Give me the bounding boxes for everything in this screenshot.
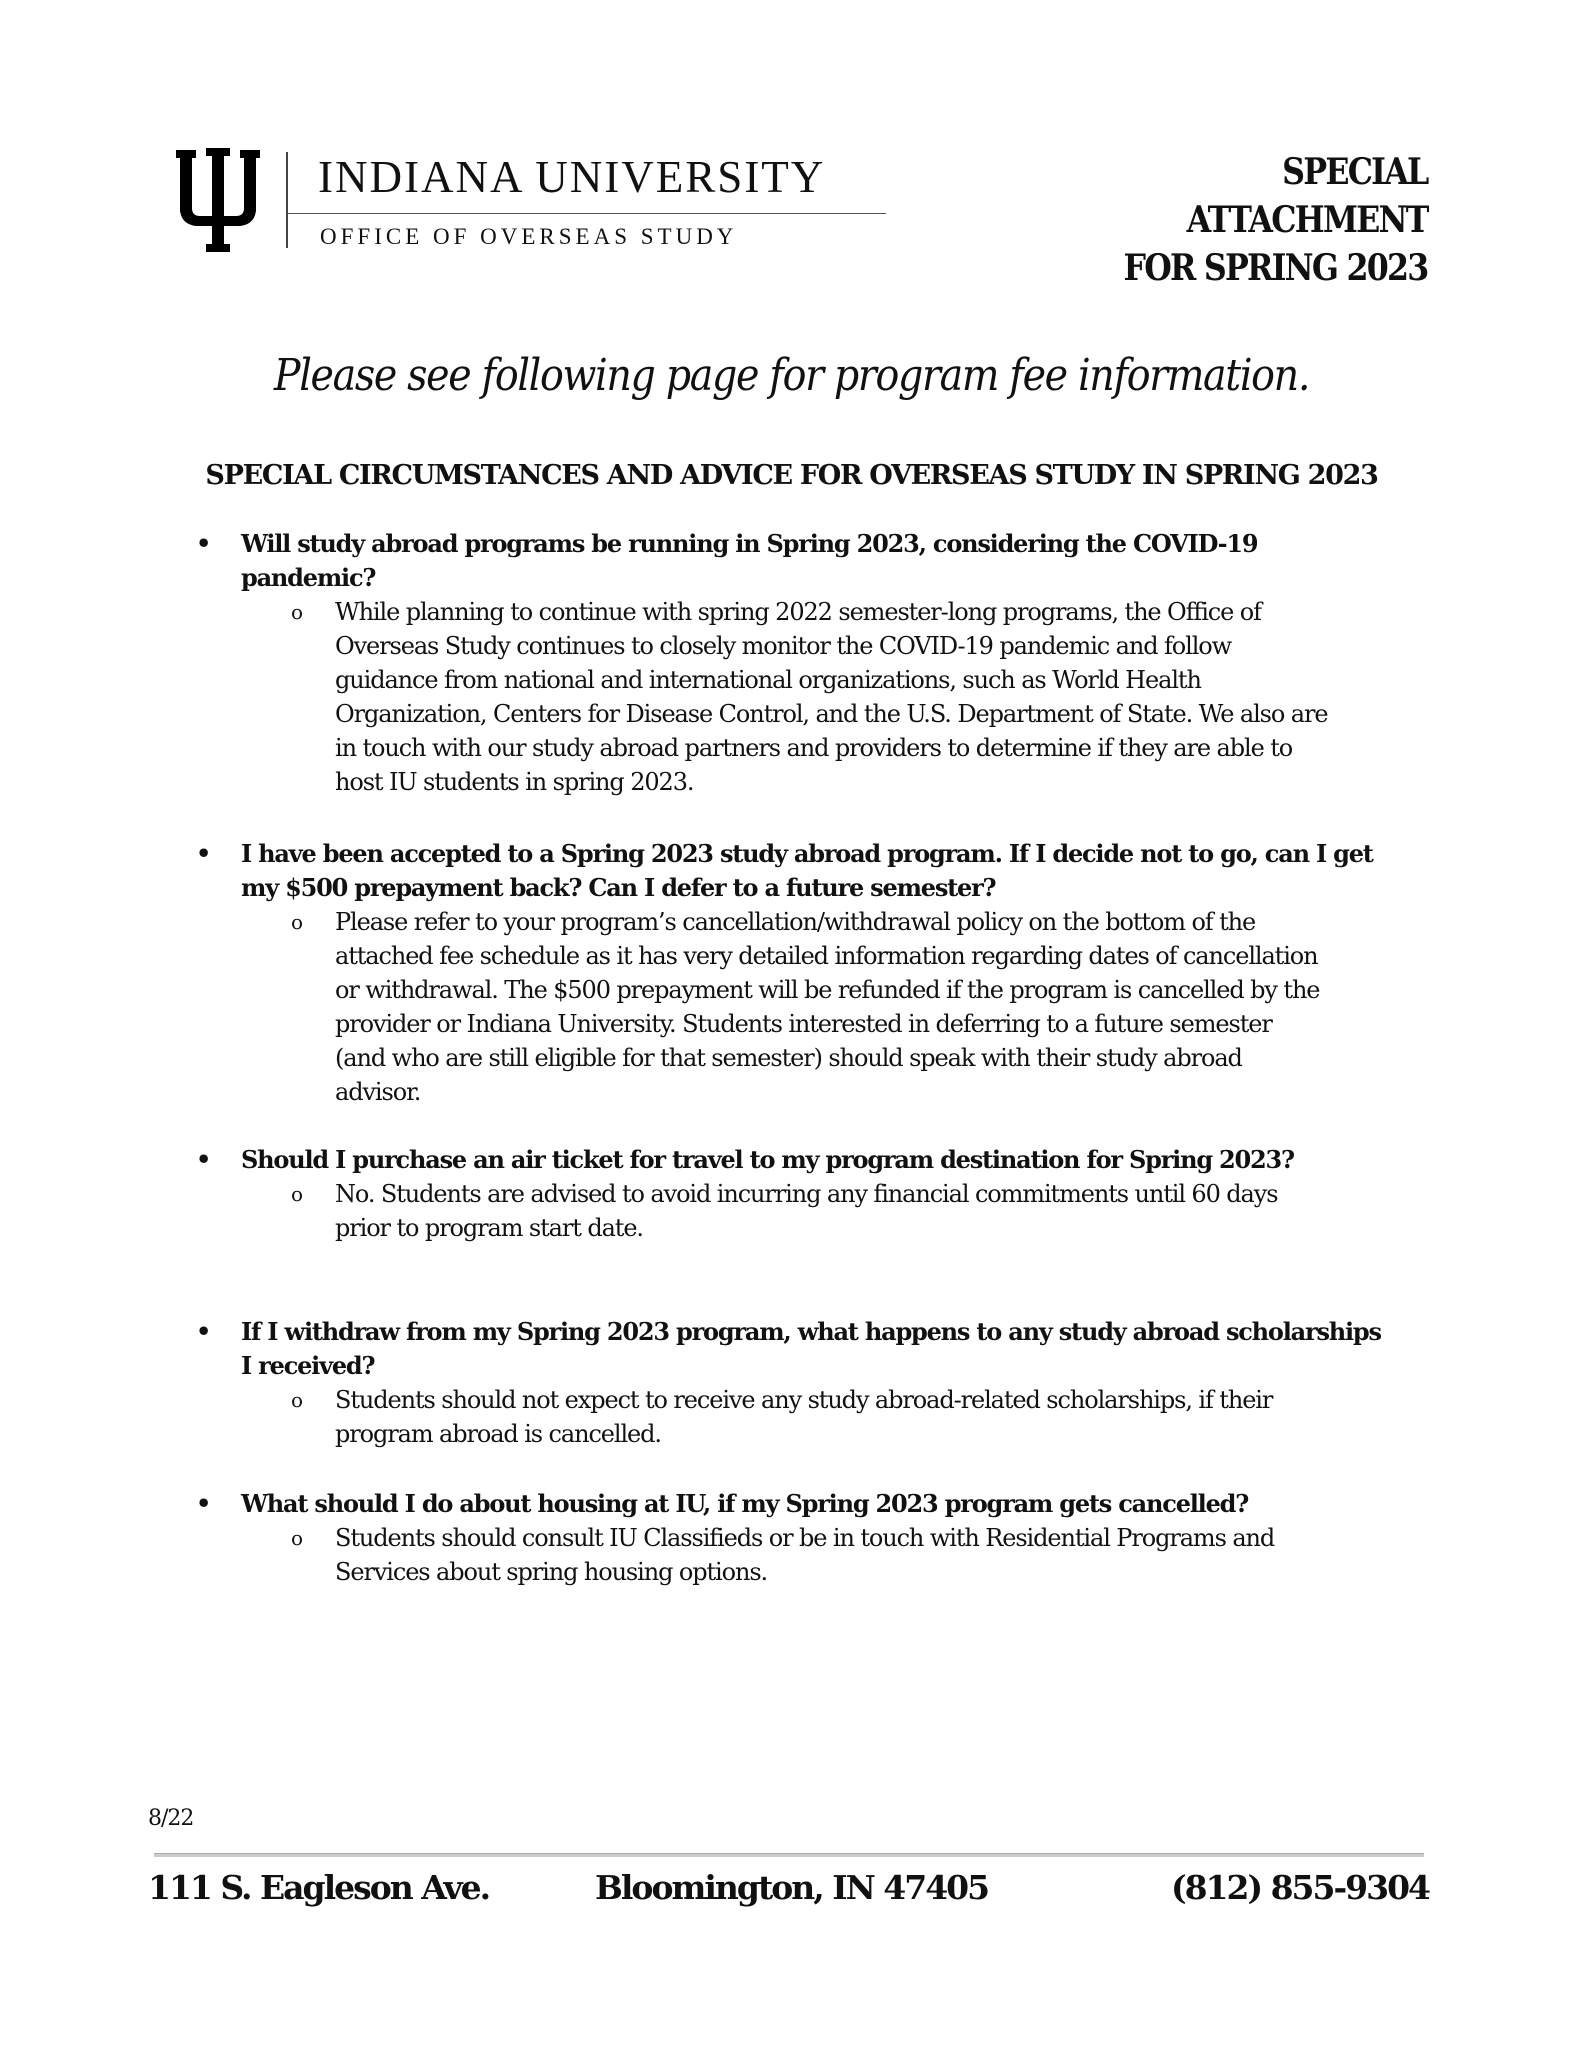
answer-line: or withdrawal. The $500 prepayment will be refunded if the program is cancelled by the — [335, 976, 1320, 1004]
answer-line: advisor. — [335, 1078, 421, 1106]
question-line: pandemic? — [241, 563, 376, 592]
answer-line: Overseas Study continues to closely monitor the COVID-19 pandemic and follow — [335, 632, 1232, 660]
logo-divider — [286, 152, 288, 248]
question-line: Will study abroad programs be running in Spring 2023, considering the COVID-19 — [241, 529, 1258, 558]
answer-line: Students should consult IU Classifieds or be in touch with Residential Programs and — [335, 1524, 1275, 1552]
sub-bullet-icon: o — [291, 1388, 302, 1412]
answer-line: Services about spring housing options. — [335, 1558, 768, 1586]
section-heading: SPECIAL CIRCUMSTANCES AND ADVICE FOR OVERSEAS STUDY IN SPRING 2023 — [205, 460, 1378, 491]
answer-line: provider or Indiana University. Students interested in deferring to a future semester — [335, 1010, 1272, 1038]
question-line: What should I do about housing at IU, if my Spring 2023 program gets cancelled? — [241, 1489, 1249, 1518]
answer-line: Please refer to your program’s cancellation/withdrawal policy on the bottom of the — [335, 908, 1256, 936]
answer-line: host IU students in spring 2023. — [335, 768, 694, 796]
logo-rule — [288, 213, 886, 214]
revision-date: 8/22 — [148, 1806, 194, 1831]
title-line: ATTACHMENT — [1186, 199, 1428, 241]
title-line: FOR SPRING 2023 — [1123, 247, 1428, 289]
answer-line: prior to program start date. — [335, 1214, 643, 1242]
sub-bullet-icon: o — [291, 910, 302, 934]
bullet-icon: • — [196, 529, 211, 558]
question-line: I have been accepted to a Spring 2023 study abroad program. If I decide not to go, can I get — [241, 839, 1373, 868]
bullet-icon: • — [196, 1489, 211, 1518]
faq-answer — [196, 595, 1436, 799]
faq-question — [196, 527, 1436, 595]
answer-line: Organization, Centers for Disease Control, and the U.S. Department of State. We also are — [335, 700, 1328, 728]
answer-line: guidance from national and international organizations, such as World Health — [335, 666, 1201, 694]
footer-rule — [154, 1853, 1424, 1857]
question-line: If I withdraw from my Spring 2023 program, what happens to any study abroad scholarships — [241, 1317, 1381, 1346]
office-name: OFFICE OF OVERSEAS STUDY — [320, 224, 738, 249]
faq-question — [196, 837, 1436, 905]
fee-info-note: Please see following page for program fee information. — [273, 350, 1310, 401]
sub-bullet-icon: o — [291, 1182, 302, 1206]
answer-line: While planning to continue with spring 2022 semester-long programs, the Office of — [335, 598, 1261, 626]
faq-question — [196, 1315, 1436, 1383]
bullet-icon: • — [196, 839, 211, 868]
faq-answer — [196, 905, 1436, 1109]
faq-item — [196, 837, 1436, 1109]
faq-item — [196, 1315, 1436, 1451]
answer-line: program abroad is cancelled. — [335, 1420, 661, 1448]
footer-address: 111 S. Eagleson Ave. — [148, 1868, 490, 1907]
faq-answer — [196, 1177, 1436, 1245]
title-line: SPECIAL — [1282, 151, 1428, 193]
answer-line: No. Students are advised to avoid incurring any financial commitments until 60 days — [335, 1180, 1278, 1208]
question-line: I received? — [241, 1351, 375, 1380]
answer-line: attached fee schedule as it has very detailed information regarding dates of cancellation — [335, 942, 1318, 970]
faq-item — [196, 527, 1436, 799]
question-line: Should I purchase an air ticket for travel to my program destination for Spring 2023? — [241, 1145, 1294, 1174]
faq-item — [196, 1143, 1436, 1245]
special-attachment-title — [1124, 148, 1428, 292]
faq-question — [196, 1487, 1436, 1521]
faq-item — [196, 1487, 1436, 1589]
answer-line: in touch with our study abroad partners and providers to determine if they are able to — [335, 734, 1293, 762]
faq-answer — [196, 1383, 1436, 1451]
footer-phone: (812) 855-9304 — [1170, 1868, 1429, 1907]
sub-bullet-icon: o — [291, 1526, 302, 1550]
university-name: INDIANA UNIVERSITY — [318, 151, 826, 202]
question-line: my $500 prepayment back? Can I defer to a future semester? — [241, 873, 996, 902]
sub-bullet-icon: o — [291, 600, 302, 624]
faq-answer — [196, 1521, 1436, 1589]
answer-line: Students should not expect to receive any study abroad-related scholarships, if their — [335, 1386, 1273, 1414]
answer-line: (and who are still eligible for that semester) should speak with their study abroad — [335, 1044, 1242, 1072]
footer-city: Bloomington, IN 47405 — [595, 1868, 989, 1907]
bullet-icon: • — [196, 1145, 211, 1174]
iu-trident-logo — [176, 148, 260, 252]
faq-question — [196, 1143, 1436, 1177]
bullet-icon: • — [196, 1317, 211, 1346]
